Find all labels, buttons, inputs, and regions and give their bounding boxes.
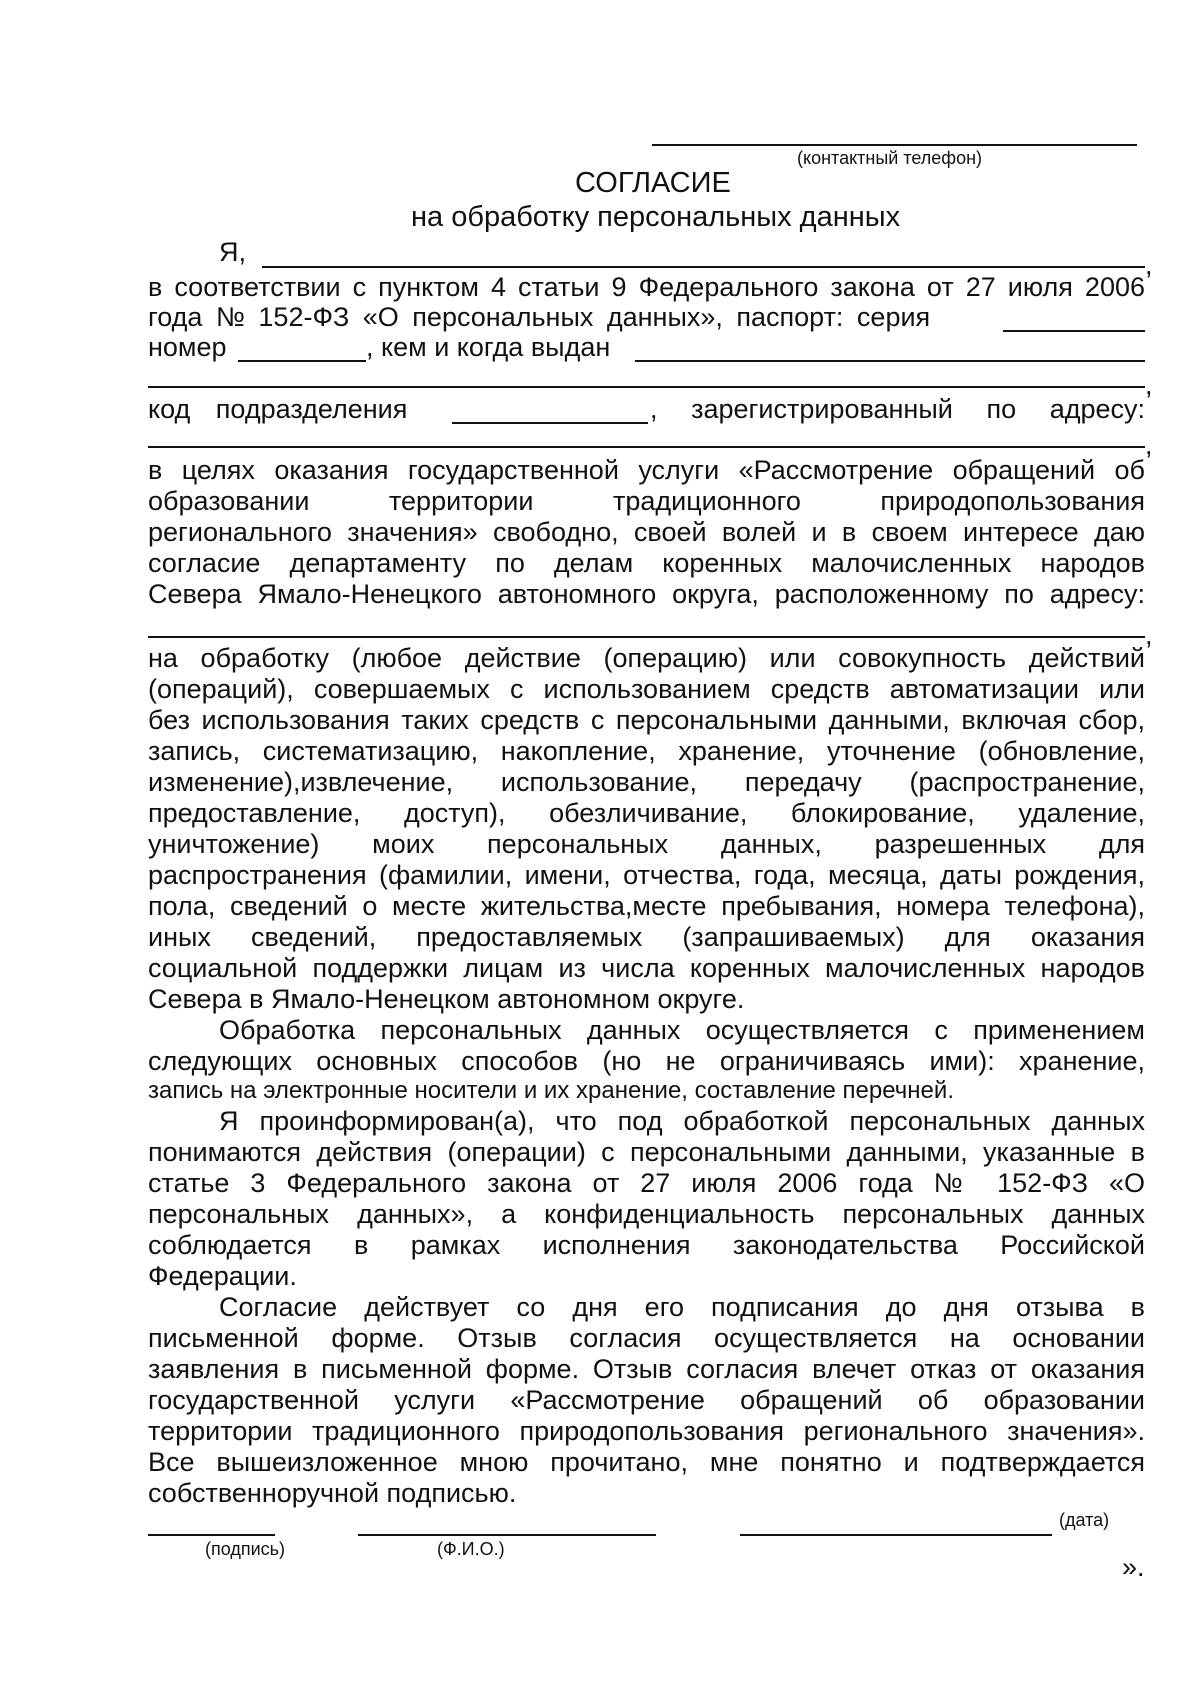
document-title: СОГЛАСИЕ [575,167,731,199]
methods-line-1: Обработка персональных данных осуществляется с применением [219,1015,1145,1045]
processing-line-2: (операций), совершаемых с использованием средств автоматизации или [148,674,1145,704]
passport-number-field-line[interactable] [238,360,366,362]
signature-caption: (подпись) [205,1539,286,1559]
department-address-field-line[interactable] [148,636,1145,638]
processing-line-9: пола, сведений о месте жительства,месте пребывания, номера телефона), [148,891,1145,921]
purpose-line-4: согласие департаменту по делам коренных малочисленных народов [148,548,1145,578]
processing-line-1: на обработку (любое действие (операцию) или совокупность действий [148,643,1145,673]
methods-line-3: запись на электронные носители и их хранение, составление перечней. [148,1077,954,1104]
signature-field-line[interactable] [148,1534,275,1536]
issued-by-continuation-line[interactable] [148,386,1145,388]
informed-line-5: соблюдается в рамках исполнения законодательства Российской [148,1230,1145,1260]
processing-line-4: запись, систематизацию, накопление, хранение, уточнение (обновление, [148,736,1145,766]
validity-line-7: собственноручной подписью. [148,1478,517,1508]
processing-line-8: распространения (фамилии, имени, отчества, года, месяца, даты рождения, [148,860,1145,890]
fio-caption: (Ф.И.О.) [437,1539,505,1559]
purpose-line-5: Севера Ямало-Ненецкого автономного округа, расположенному по адресу: [148,579,1145,609]
processing-line-11: социальной поддержки лицам из числа коренных малочисленных народов [148,953,1145,983]
closing-mark: ». [1122,1552,1145,1582]
phone-underline [652,144,1137,146]
informed-line-2: понимаются действия (операции) с персональными данными, указанные в [148,1137,1145,1167]
full-name-field-line[interactable] [262,266,1145,268]
line-comma: , [1145,370,1153,400]
purpose-line-3: регионального значения» свободно, своей волей и в своем интересе даю [148,517,1145,547]
line-comma: , [1145,250,1153,280]
registered-address-field-line[interactable] [148,446,1145,448]
processing-line-10: иных сведений, предоставляемых (запрашиваемых) для оказания [148,922,1145,952]
division-code-field-line[interactable] [452,422,648,424]
intro-line-2: года № 152-ФЗ «О персональных данных», паспорт: серия [148,302,931,332]
date-caption: (дата) [1059,1510,1110,1530]
validity-line-2: письменной форме. Отзыв согласия осуществляется на основании [148,1323,1145,1353]
validity-line-4: государственной услуги «Рассмотрение обращений об образовании [148,1385,1145,1415]
intro-line-1: в соответствии с пунктом 4 статьи 9 Федерального закона от 27 июля 2006 [148,272,1145,302]
ya-label: Я, [219,237,246,267]
processing-line-6: предоставление, доступ), обезличивание, блокирование, удаление, [148,798,1145,828]
validity-line-5: территории традиционного природопользования регионального значения». [148,1416,1145,1446]
line-comma: , [1145,620,1153,650]
phone-caption: (контактный телефон) [797,148,983,168]
informed-line-3: статье 3 Федерального закона от 27 июля 2006 года № 152-ФЗ «О [148,1168,1145,1198]
passport-series-field-line[interactable] [1003,330,1145,332]
processing-line-12: Севера в Ямало-Ненецком автономном округе. [148,984,745,1014]
validity-line-3: заявления в письменной форме. Отзыв согласия влечет отказ от оказания [148,1354,1145,1384]
document-subtitle: на обработку персональных данных [411,201,901,233]
informed-line-4: персональных данных», а конфиденциальность персональных данных [148,1199,1145,1229]
nomer-label: номер [148,332,227,362]
fio-field-line[interactable] [358,1534,656,1536]
processing-line-3: без использования таких средств с персональными данными, включая сбор, [148,705,1145,735]
informed-line-6: Федерации. [148,1261,297,1291]
issued-by-field-line[interactable] [635,360,1145,362]
line-comma: , [1145,430,1153,460]
purpose-line-1: в целях оказания государственной услуги «Рассмотрение обращений об [148,455,1145,485]
processing-line-5: изменение),извлечение, использование, передачу (распространение, [148,767,1145,797]
validity-line-1: Согласие действует со дня его подписания до дня отзыва в [219,1292,1145,1322]
issued-label: , кем и когда выдан [366,332,611,362]
informed-line-1: Я проинформирован(а), что под обработкой персональных данных [219,1106,1145,1136]
registered-label: , зарегистрированный по адресу: [650,394,1145,424]
processing-line-7: уничтожение) моих персональных данных, разрешенных для [148,829,1145,859]
code-label: код подразделения [148,394,408,424]
purpose-line-2: образовании территории традиционного природопользования [148,486,1145,516]
methods-line-2: следующих основных способов (но не ограничиваясь ими): хранение, [148,1046,1145,1076]
validity-line-6: Все вышеизложенное мною прочитано, мне понятно и подтверждается [148,1447,1145,1477]
date-field-line[interactable] [740,1534,1052,1536]
